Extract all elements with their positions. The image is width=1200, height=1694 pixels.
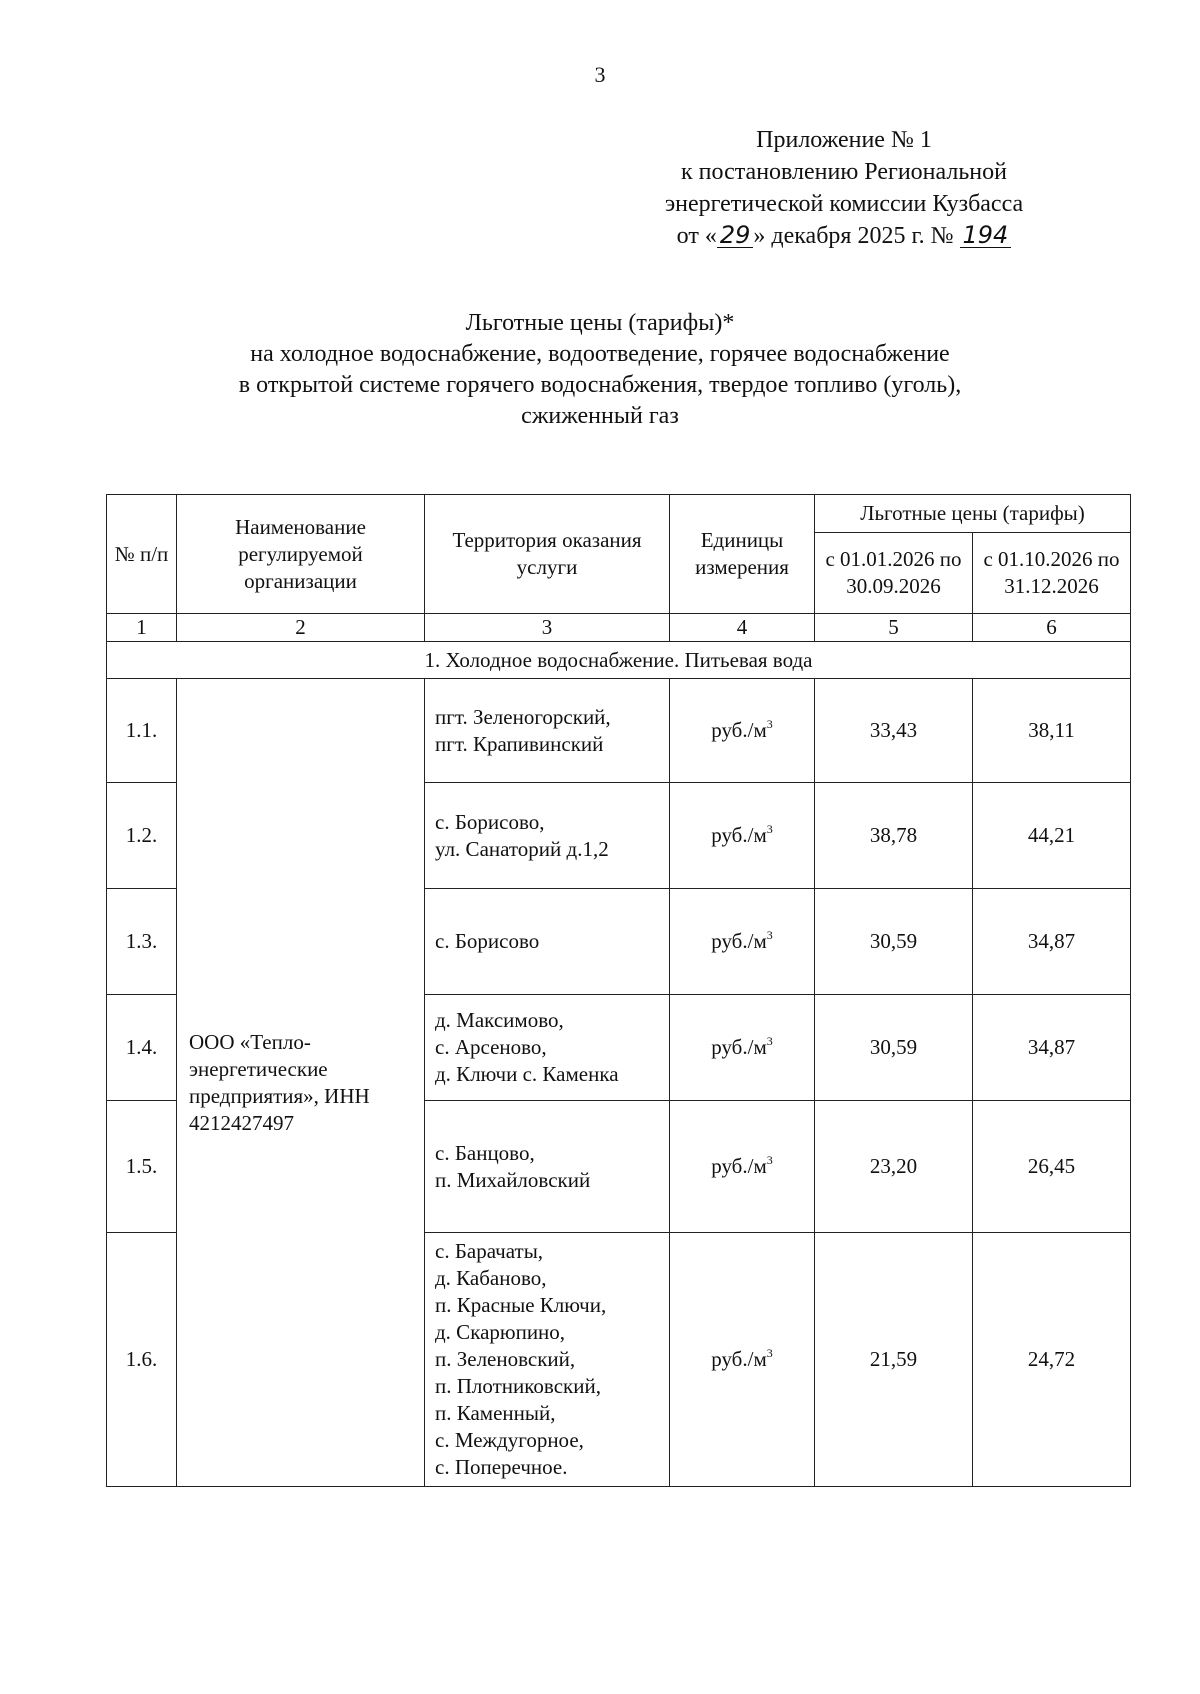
date-prefix: от « xyxy=(676,223,717,249)
price-period-1: 21,59 xyxy=(815,1233,973,1487)
column-number-row xyxy=(107,614,1131,642)
col-number: 5 xyxy=(815,614,973,642)
unit xyxy=(670,889,815,995)
unit xyxy=(670,783,815,889)
header-period-2: с 01.10.2026 по 31.12.2026 xyxy=(973,532,1131,613)
appendix-title: Приложение № 1 xyxy=(756,127,932,153)
title-line-3: в открытой системе горячего водоснабжения, твердое топливо (уголь), xyxy=(238,372,962,398)
row-number: 1.3. xyxy=(107,889,177,995)
price-period-1: 38,78 xyxy=(815,783,973,889)
handwritten-number: 194 xyxy=(960,223,1012,248)
unit-text: руб./м xyxy=(711,1154,767,1178)
title-line-1: Льготные цены (тарифы)* xyxy=(465,310,735,336)
page-number: 3 xyxy=(594,62,606,87)
row-number: 1.2. xyxy=(107,783,177,889)
unit xyxy=(670,1233,815,1487)
unit-text: руб./м xyxy=(711,1035,767,1059)
price-period-2: 24,72 xyxy=(973,1233,1131,1487)
unit-superscript: 3 xyxy=(766,1346,773,1360)
territory: с. Банцово, п. Михайловский xyxy=(425,1101,670,1233)
row-number: 1.6. xyxy=(107,1233,177,1487)
territory: с. Борисово, ул. Санаторий д.1,2 xyxy=(425,783,670,889)
unit-superscript: 3 xyxy=(766,1153,773,1167)
title-line-2: на холодное водоснабжение, водоотведение, горячее водоснабжение xyxy=(250,341,950,367)
header-territory: Территория оказания услуги xyxy=(425,495,670,614)
header-period-1: с 01.01.2026 по 30.09.2026 xyxy=(815,532,973,613)
territory: с. Борисово xyxy=(425,889,670,995)
price-period-1: 30,59 xyxy=(815,889,973,995)
unit xyxy=(670,1101,815,1233)
unit-superscript: 3 xyxy=(766,1034,773,1048)
header-num: № п/п xyxy=(107,495,177,614)
appendix-line-3: энергетической комиссии Кузбасса xyxy=(664,191,1024,217)
appendix-line-2: к постановлению Региональной xyxy=(681,159,1007,185)
table-row xyxy=(107,679,1131,783)
price-period-1: 23,20 xyxy=(815,1101,973,1233)
unit-superscript: 3 xyxy=(766,928,773,942)
unit-superscript: 3 xyxy=(766,717,773,731)
unit-text: руб./м xyxy=(711,718,767,742)
organization-name: ООО «Тепло-энергетические предприятия», ИНН 4212427497 xyxy=(177,679,425,1487)
row-number: 1.1. xyxy=(107,679,177,783)
appendix-date-line xyxy=(584,220,1104,252)
title-line-4: сжиженный газ xyxy=(521,403,679,429)
row-number: 1.4. xyxy=(107,995,177,1101)
date-middle: » декабря 2025 г. № xyxy=(753,223,954,249)
appendix-block xyxy=(584,124,1104,252)
territory: с. Барачаты, д. Кабаново, п. Красные Ключи, д. Скарюпино, п. Зеленовский, п. Плотниковский, п. Каменный, с. Междугорное, с. Поперечное. xyxy=(425,1233,670,1487)
col-number: 6 xyxy=(973,614,1131,642)
territory: д. Максимово, с. Арсеново, д. Ключи с. Каменка xyxy=(425,995,670,1101)
document-title xyxy=(0,308,1200,432)
price-period-1: 30,59 xyxy=(815,995,973,1101)
header-unit: Единицы измерения xyxy=(670,495,815,614)
header-org: Наименование регулируемой организации xyxy=(177,495,425,614)
territory: пгт. Зеленогорский, пгт. Крапивинский xyxy=(425,679,670,783)
price-period-1: 33,43 xyxy=(815,679,973,783)
section-title: 1. Холодное водоснабжение. Питьевая вода xyxy=(107,642,1131,679)
unit-text: руб./м xyxy=(711,823,767,847)
unit xyxy=(670,679,815,783)
price-period-2: 44,21 xyxy=(973,783,1131,889)
price-period-2: 34,87 xyxy=(973,889,1131,995)
col-number: 3 xyxy=(425,614,670,642)
price-period-2: 38,11 xyxy=(973,679,1131,783)
unit-superscript: 3 xyxy=(766,822,773,836)
row-number: 1.5. xyxy=(107,1101,177,1233)
price-period-2: 34,87 xyxy=(973,995,1131,1101)
col-number: 4 xyxy=(670,614,815,642)
header-prices: Льготные цены (тарифы) xyxy=(815,495,1131,533)
col-number: 1 xyxy=(107,614,177,642)
price-period-2: 26,45 xyxy=(973,1101,1131,1233)
unit-text: руб./м xyxy=(711,929,767,953)
handwritten-day: 29 xyxy=(717,223,754,248)
unit xyxy=(670,995,815,1101)
unit-text: руб./м xyxy=(711,1347,767,1371)
tariffs-table xyxy=(106,494,1131,1487)
col-number: 2 xyxy=(177,614,425,642)
